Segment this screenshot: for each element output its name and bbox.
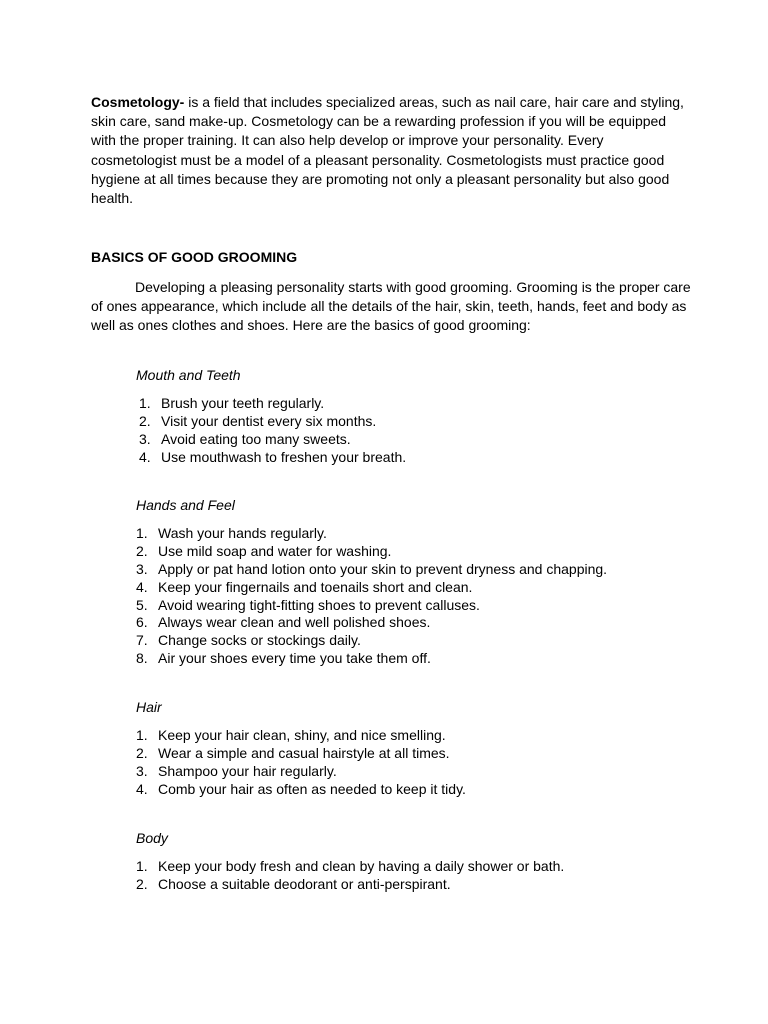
list-item-text: Comb your hair as often as needed to keep it tidy. bbox=[158, 780, 466, 797]
list-item-number: 6. bbox=[136, 614, 148, 631]
list-body bbox=[136, 858, 564, 894]
list-item-number: 3. bbox=[136, 560, 148, 577]
list-item-number: 2. bbox=[136, 542, 148, 559]
list-item-text: Wear a simple and casual hairstyle at all times. bbox=[158, 744, 450, 761]
subheading-mouth-and-teeth: Mouth and Teeth bbox=[136, 367, 241, 383]
subheading-hair: Hair bbox=[136, 699, 162, 715]
list-item-number: 1. bbox=[136, 525, 148, 541]
list-item-number: 7. bbox=[136, 632, 148, 649]
list-item bbox=[136, 650, 607, 668]
list-item bbox=[136, 597, 607, 615]
list-item-text: Use mild soap and water for washing. bbox=[158, 542, 392, 559]
list-mouth-and-teeth bbox=[139, 395, 406, 467]
list-item-text: Choose a suitable deodorant or anti-perspirant. bbox=[158, 875, 451, 892]
list-item-text: Avoid wearing tight-fitting shoes to prevent calluses. bbox=[158, 596, 480, 613]
list-item bbox=[139, 431, 406, 449]
list-item-text: Keep your hair clean, shiny, and nice smelling. bbox=[158, 727, 446, 743]
subheading-hands-and-feel: Hands and Feel bbox=[136, 497, 235, 513]
list-item-number: 4. bbox=[136, 780, 148, 797]
list-item-number: 5. bbox=[136, 596, 148, 613]
section-heading: BASICS OF GOOD GROOMING bbox=[91, 249, 298, 265]
list-item-number: 2. bbox=[136, 744, 148, 761]
list-item-text: Keep your body fresh and clean by having a daily shower or bath. bbox=[158, 858, 565, 874]
intro-text: is a field that includes specialized areas, such as nail care, hair care and styling, skin care, sand make-up. Cosmetology can be a rewarding profession if you will be equipped with the proper training. It can also help develop or improve your personality. Every cosmetologist must be a model of a pleasant personality. Cosmetologists must practice good hygiene at all times because they are promoting not only a pleasant personality but also good health. bbox=[91, 94, 684, 207]
list-item-text: Keep your fingernails and toenails short and clean. bbox=[158, 578, 473, 595]
list-item-text: Always wear clean and well polished shoes. bbox=[158, 614, 431, 631]
list-item-text: Change socks or stockings daily. bbox=[158, 632, 361, 649]
list-item-text: Apply or pat hand lotion onto your skin to prevent dryness and chapping. bbox=[158, 560, 608, 577]
list-hands-and-feel bbox=[136, 525, 607, 668]
intro-paragraph bbox=[91, 93, 691, 208]
list-item bbox=[136, 525, 607, 543]
list-item-number: 4. bbox=[136, 578, 148, 595]
list-hair bbox=[136, 727, 466, 799]
list-item-number: 4. bbox=[139, 448, 151, 465]
list-item-text: Avoid eating too many sweets. bbox=[161, 430, 351, 447]
list-item-number: 3. bbox=[139, 430, 151, 447]
list-item bbox=[139, 449, 406, 467]
list-item-number: 1. bbox=[139, 395, 151, 411]
list-item-text: Use mouthwash to freshen your breath. bbox=[161, 448, 407, 465]
section-paragraph: Developing a pleasing personality starts with good grooming. Grooming is the proper care of ones appearance, which include all the details of the hair, skin, teeth, hands, feet and body as well as ones clothes and shoes. Here are the basics of good grooming: bbox=[91, 279, 691, 334]
list-item bbox=[136, 858, 564, 876]
list-item-text: Shampoo your hair regularly. bbox=[158, 762, 337, 779]
list-item-number: 1. bbox=[136, 858, 148, 874]
list-item-number: 8. bbox=[136, 650, 148, 667]
list-item bbox=[136, 614, 607, 632]
list-item bbox=[136, 745, 466, 763]
list-item-number: 1. bbox=[136, 727, 148, 743]
list-item bbox=[136, 781, 466, 799]
subheading-body: Body bbox=[136, 830, 168, 846]
list-item bbox=[136, 727, 466, 745]
intro-term: Cosmetology- bbox=[91, 94, 185, 110]
list-item-text: Wash your hands regularly. bbox=[158, 525, 327, 541]
list-item-number: 2. bbox=[139, 412, 151, 429]
list-item bbox=[136, 763, 466, 781]
list-item bbox=[136, 632, 607, 650]
list-item-text: Brush your teeth regularly. bbox=[161, 395, 325, 411]
list-item bbox=[139, 395, 406, 413]
list-item bbox=[136, 876, 564, 894]
list-item-text: Visit your dentist every six months. bbox=[161, 412, 377, 429]
list-item-number: 2. bbox=[136, 875, 148, 892]
list-item bbox=[136, 579, 607, 597]
list-item-number: 3. bbox=[136, 762, 148, 779]
list-item bbox=[136, 543, 607, 561]
list-item bbox=[136, 561, 607, 579]
list-item-text: Air your shoes every time you take them off. bbox=[158, 650, 431, 667]
list-item bbox=[139, 413, 406, 431]
